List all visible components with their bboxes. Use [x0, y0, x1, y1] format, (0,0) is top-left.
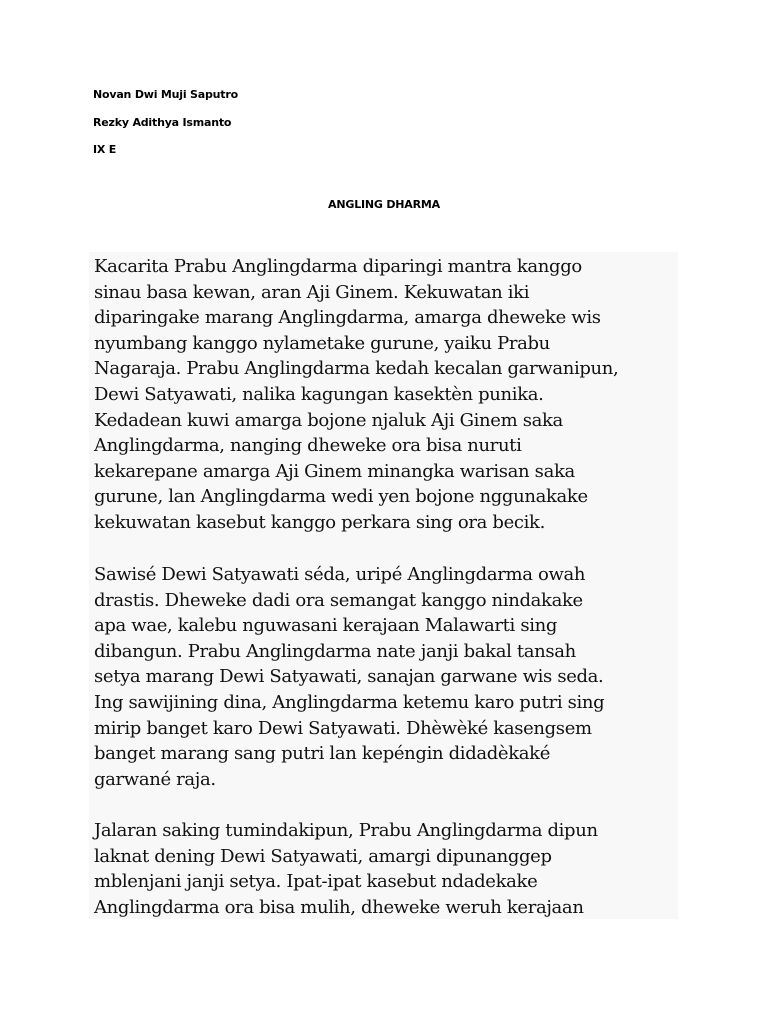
text-line: nyumbang kanggo nylametake gurune, yaiku Prabu	[94, 332, 550, 354]
text-line: banget marang sang putri lan kepéngin didadèkaké	[94, 743, 551, 765]
text-line: laknat dening Dewi Satyawati, amargi dipunanggep	[94, 845, 552, 867]
text-line: gurune, lan Anglingdarma wedi yen bojone nggunakake	[94, 486, 588, 508]
story-body	[89, 252, 678, 919]
class-label: IX E	[93, 143, 117, 156]
text-line: dibangun. Prabu Anglingdarma nate janji bakal tansah	[94, 640, 576, 662]
paragraph-2	[94, 562, 678, 792]
text-line: Sawisé Dewi Satyawati séda, uripé Anglingdarma owah	[94, 564, 586, 585]
document-title: ANGLING DHARMA	[328, 198, 440, 211]
author-name-1: Novan Dwi Muji Saputro	[93, 88, 238, 101]
text-line: mirip banget karo Dewi Satyawati. Dhèwèké kasengsem	[94, 717, 592, 739]
text-line: drastis. Dheweke dadi ora semangat kanggo nindakake	[94, 589, 583, 611]
text-line: kekuwatan kasebut kanggo perkara sing ora becik.	[94, 511, 545, 533]
author-name-2: Rezky Adithya Ismanto	[93, 116, 232, 129]
text-line: Jalaran saking tumindakipun, Prabu Anglingdarma dipun	[94, 820, 598, 841]
text-line: diparingake marang Anglingdarma, amarga dheweke wis	[94, 307, 601, 329]
text-line: Ing sawijining dina, Anglingdarma ketemu karo putri sing	[94, 691, 605, 713]
text-line: apa wae, kalebu nguwasani kerajaan Malawarti sing	[94, 615, 558, 637]
text-line: mblenjani janji setya. Ipat-ipat kasebut ndadekake	[94, 871, 538, 893]
text-line: Nagaraja. Prabu Anglingdarma kedah kecalan garwanipun,	[94, 358, 619, 380]
text-line: kekarepane amarga Aji Ginem minangka warisan saka	[94, 460, 575, 482]
text-line: setya marang Dewi Satyawati, sanajan garwane wis seda.	[94, 666, 604, 688]
text-line: sinau basa kewan, aran Aji Ginem. Kekuwatan iki	[94, 281, 530, 303]
text-line: Anglingdarma ora bisa mulih, dheweke weruh kerajaan	[94, 896, 584, 918]
text-line: Kacarita Prabu Anglingdarma diparingi mantra kanggo	[94, 256, 582, 277]
text-line: Anglingdarma, nanging dheweke ora bisa nuruti	[94, 435, 522, 457]
paragraph-1	[94, 254, 678, 536]
text-line: Dewi Satyawati, nalika kagungan kasektèn punika.	[94, 383, 544, 405]
text-line: garwané raja.	[94, 768, 216, 790]
text-line: Kedadean kuwi amarga bojone njaluk Aji Ginem saka	[94, 409, 563, 431]
paragraph-3	[94, 818, 678, 919]
